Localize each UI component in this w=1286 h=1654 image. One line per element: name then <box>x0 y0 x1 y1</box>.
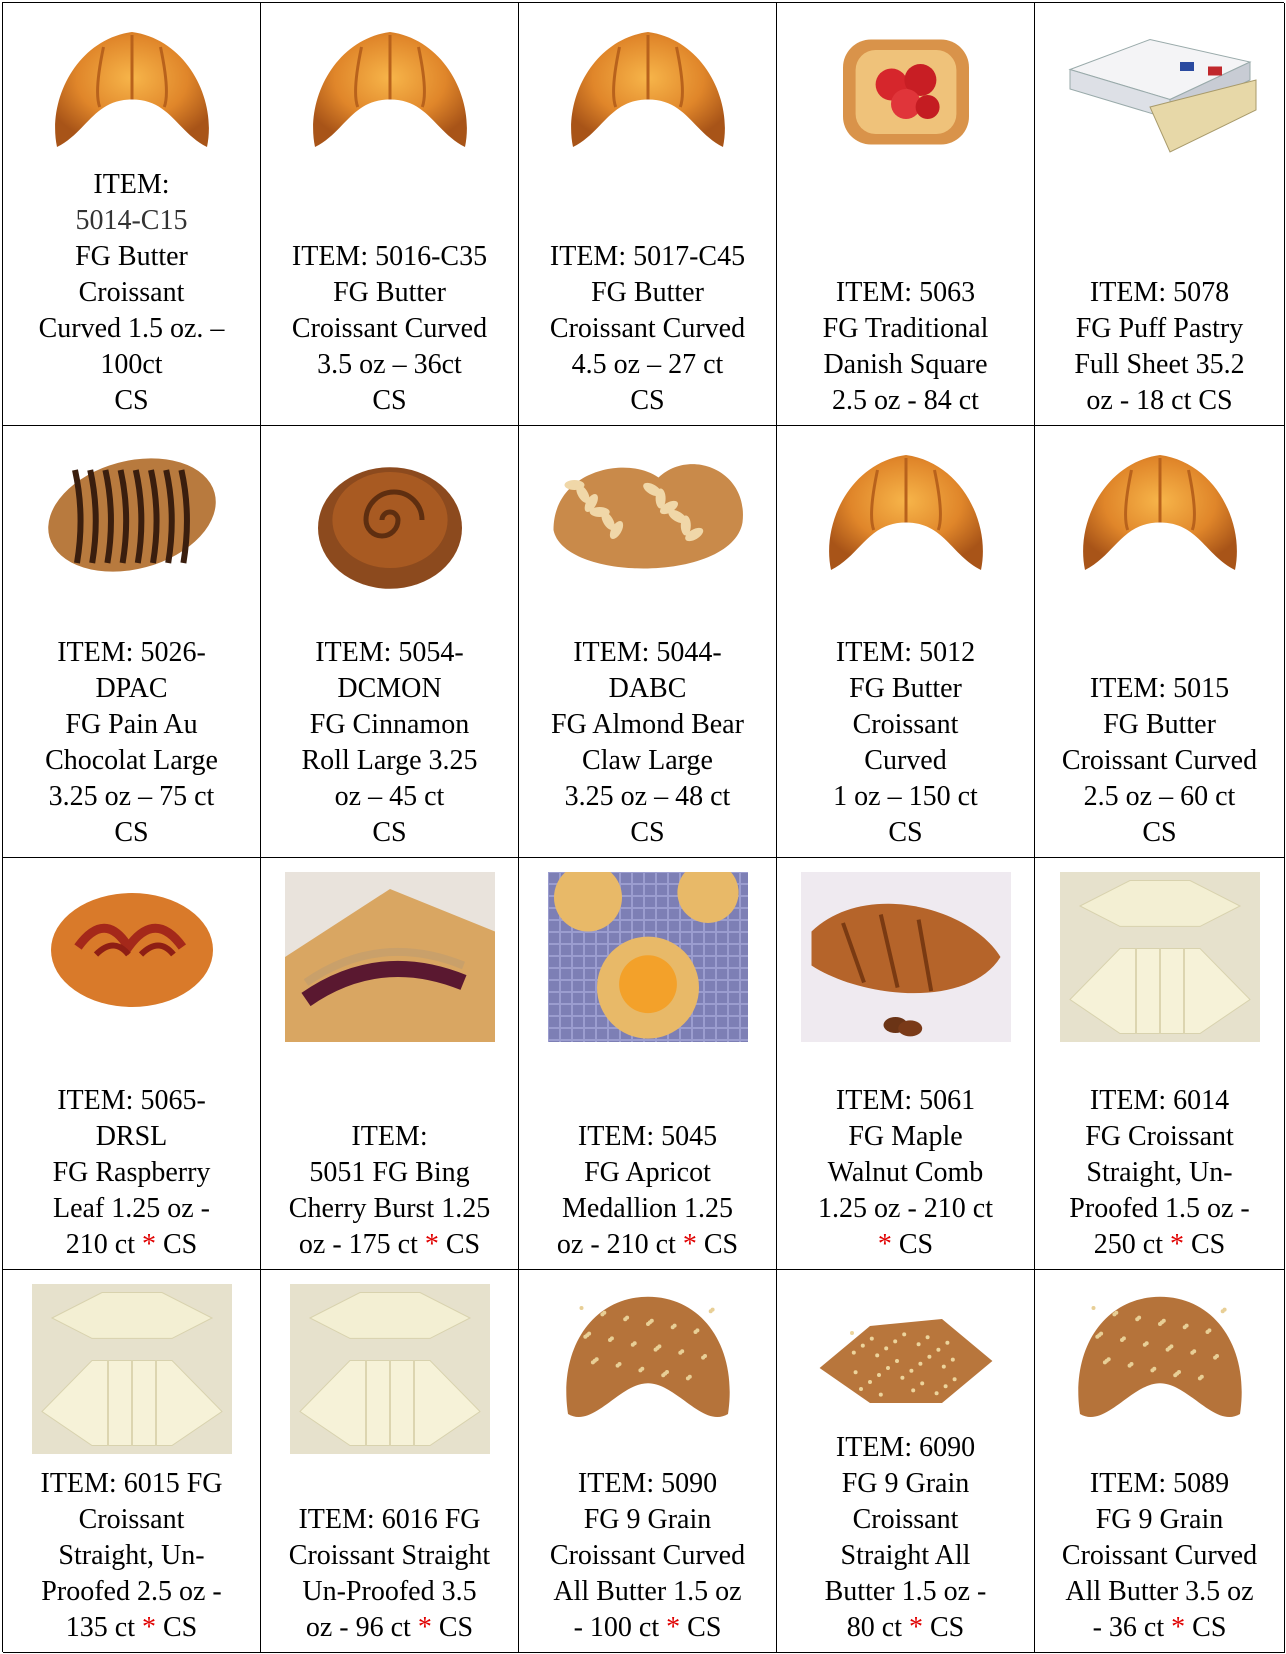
product-description <box>39 635 224 851</box>
line-text: FG Apricot <box>584 1157 711 1188</box>
croissant-curved-image <box>37 17 227 167</box>
product-detail-line <box>45 779 218 815</box>
raspberry-leaf-image <box>42 872 222 1022</box>
product-detail-line <box>1074 347 1244 383</box>
item-number <box>825 1430 987 1466</box>
product-detail-line <box>833 779 978 815</box>
product-cell <box>777 426 1035 858</box>
product-cell <box>519 426 777 858</box>
asterisk-marker: * <box>901 1612 923 1643</box>
line-text: FG Croissant <box>1085 1121 1234 1152</box>
line-text: All Butter 1.5 oz <box>553 1576 742 1607</box>
product-cell <box>261 1270 519 1653</box>
line-text: FG Cinnamon <box>309 709 470 740</box>
product-detail-line <box>39 239 225 275</box>
line-text: oz - 210 ct <box>556 1229 676 1260</box>
product-detail-line <box>1062 1502 1257 1538</box>
product-description <box>545 635 750 851</box>
line-text: DRSL <box>95 1121 168 1152</box>
line-text: ITEM: 5078 <box>1089 277 1230 308</box>
line-text: 210 ct <box>65 1229 135 1260</box>
product-cell <box>261 426 519 858</box>
product-detail-line <box>825 1466 987 1502</box>
line-text: 3.25 oz – 75 ct <box>48 781 215 812</box>
product-detail-line <box>301 707 477 743</box>
line-text: Leaf 1.25 oz - <box>52 1193 211 1224</box>
line-text: ITEM: 5017-C45 <box>549 241 746 272</box>
product-detail-line <box>833 815 978 851</box>
asterisk-marker: * <box>877 1229 892 1260</box>
product-detail-line <box>550 1538 745 1574</box>
product-detail-line <box>301 779 477 815</box>
unit-label: CS <box>922 1612 965 1643</box>
line-text: oz - 175 ct <box>298 1229 418 1260</box>
line-text: Butter 1.5 oz - <box>824 1576 987 1607</box>
product-detail-line <box>550 1610 745 1646</box>
danish-square-image <box>816 17 996 167</box>
product-detail-line <box>833 707 978 743</box>
product-cell <box>519 858 777 1270</box>
item-number <box>53 1083 211 1119</box>
line-text: FG Traditional <box>822 313 989 344</box>
product-detail-line <box>551 671 744 707</box>
product-detail-line <box>53 1119 211 1155</box>
line-text: Proofed 1.5 oz - <box>1069 1193 1250 1224</box>
product-description <box>1056 671 1263 851</box>
product-description <box>1068 275 1250 419</box>
line-text: Medallion 1.25 <box>561 1193 734 1224</box>
line-text: ITEM: 5045 <box>577 1121 718 1152</box>
product-detail-line <box>551 779 744 815</box>
line-text: Croissant Curved <box>1061 745 1258 776</box>
pain-au-chocolat-image <box>37 440 227 590</box>
product-cell <box>1035 858 1285 1270</box>
line-text: DABC <box>608 673 687 704</box>
line-text: 5051 FG Bing <box>309 1157 470 1188</box>
line-text: Croissant <box>78 277 185 308</box>
line-text: Curved <box>864 745 947 776</box>
product-detail-line <box>1062 707 1257 743</box>
line-text: Un-Proofed 3.5 <box>302 1576 477 1607</box>
line-text: FG Butter <box>591 277 704 308</box>
product-cell <box>777 858 1035 1270</box>
line-text: FG Butter <box>333 277 446 308</box>
item-number <box>557 1119 738 1155</box>
product-cell <box>3 426 261 858</box>
croissant-curved-image <box>811 440 1001 590</box>
line-text: CS <box>372 817 407 848</box>
line-text: 3.25 oz – 48 ct <box>564 781 731 812</box>
product-detail-line <box>41 1610 223 1646</box>
line-text: Walnut Comb <box>827 1157 984 1188</box>
product-detail-line <box>41 1574 223 1610</box>
product-detail-line <box>39 275 225 311</box>
item-number <box>39 167 225 203</box>
product-detail-line <box>39 203 225 239</box>
product-description <box>817 275 995 419</box>
line-text: Croissant Curved <box>549 1540 746 1571</box>
line-text: Proofed 2.5 oz - <box>41 1576 222 1607</box>
asterisk-marker: * <box>410 1612 432 1643</box>
product-detail-line <box>825 1502 987 1538</box>
item-number <box>550 239 745 275</box>
line-text: Roll Large 3.25 <box>301 745 478 776</box>
line-text: ITEM: 5054- <box>315 637 464 668</box>
product-detail-line <box>1069 1119 1249 1155</box>
line-text: FG Maple <box>848 1121 963 1152</box>
croissant-curved-image <box>553 17 743 167</box>
product-description <box>551 1119 744 1263</box>
line-text: Croissant <box>78 1504 185 1535</box>
line-text: 250 ct <box>1093 1229 1163 1260</box>
product-detail-line <box>818 1191 993 1227</box>
line-text: ITEM: 6090 <box>835 1432 976 1463</box>
product-description <box>295 635 483 851</box>
line-text: ITEM: 5090 <box>577 1468 718 1499</box>
product-detail-line <box>550 1502 745 1538</box>
product-detail-line <box>823 383 989 419</box>
product-detail-line <box>45 743 218 779</box>
product-detail-line <box>1062 743 1257 779</box>
line-text: CS <box>630 385 665 416</box>
asterisk-marker: * <box>134 1229 156 1260</box>
item-number <box>550 1466 745 1502</box>
item-number <box>289 1502 490 1538</box>
product-description <box>819 1430 993 1646</box>
product-detail-line <box>1062 1574 1257 1610</box>
maple-walnut-comb-image <box>801 872 1011 1042</box>
product-detail-line <box>292 383 487 419</box>
unit-label: CS <box>1185 1612 1227 1643</box>
line-text: ITEM: 6015 FG <box>40 1468 223 1499</box>
line-text: FG 9 Grain <box>841 1468 970 1499</box>
line-text: FG 9 Grain <box>1095 1504 1224 1535</box>
line-text: CS <box>888 817 923 848</box>
product-detail-line <box>551 707 744 743</box>
product-cell <box>519 3 777 426</box>
product-detail-line <box>41 1502 223 1538</box>
line-text: oz – 45 ct <box>334 781 445 812</box>
product-description <box>286 239 493 419</box>
product-detail-line <box>1062 1610 1257 1646</box>
asterisk-marker: * <box>1164 1612 1186 1643</box>
line-text: Croissant Straight <box>288 1540 491 1571</box>
line-text: Croissant Curved <box>1061 1540 1258 1571</box>
product-detail-line <box>557 1227 738 1263</box>
product-detail-line <box>551 743 744 779</box>
unit-label: CS <box>891 1229 934 1260</box>
item-number <box>1069 1083 1249 1119</box>
product-description <box>47 1083 217 1263</box>
product-description <box>827 635 984 851</box>
product-cell <box>777 3 1035 426</box>
asterisk-marker: * <box>1162 1229 1184 1260</box>
line-text: ITEM: 5089 <box>1089 1468 1230 1499</box>
nine-grain-croissant-image <box>1065 1284 1255 1444</box>
product-detail-line <box>1062 779 1257 815</box>
line-text: Croissant Curved <box>291 313 488 344</box>
line-text: 1 oz – 150 ct <box>833 781 978 812</box>
item-number <box>45 635 218 671</box>
line-text: CS <box>1142 817 1177 848</box>
line-text: ITEM: 6016 FG <box>298 1504 481 1535</box>
item-number <box>1062 671 1257 707</box>
item-number <box>1074 275 1244 311</box>
line-text: Chocolat Large <box>45 745 218 776</box>
line-text: ITEM: 6014 <box>1089 1085 1230 1116</box>
product-detail-line <box>833 743 978 779</box>
item-number <box>301 635 477 671</box>
unit-label: CS <box>680 1612 722 1643</box>
product-cell <box>3 858 261 1270</box>
product-detail-line <box>292 275 487 311</box>
unit-label: CS <box>155 1612 198 1643</box>
product-detail-line <box>1062 1538 1257 1574</box>
line-text: oz - 18 ct CS <box>1086 385 1233 416</box>
nine-grain-straight-image <box>816 1284 996 1424</box>
asterisk-marker: * <box>675 1229 697 1260</box>
cherry-burst-image <box>285 872 495 1042</box>
product-detail-line <box>53 1227 211 1263</box>
line-text: Croissant <box>852 709 959 740</box>
line-text: DPAC <box>95 673 168 704</box>
product-detail-line <box>45 671 218 707</box>
asterisk-marker: * <box>417 1229 439 1260</box>
product-detail-line <box>550 311 745 347</box>
product-cell <box>3 3 261 426</box>
line-text: FG Pain Au <box>65 709 198 740</box>
item-number <box>551 635 744 671</box>
line-text: ITEM: <box>93 169 170 200</box>
line-text: 100ct <box>100 349 163 380</box>
line-text: Straight, Un- <box>1086 1157 1233 1188</box>
line-text: 4.5 oz – 27 ct <box>571 349 724 380</box>
line-text: Danish Square <box>823 349 988 380</box>
product-detail-line <box>557 1155 738 1191</box>
unit-label: CS <box>155 1229 198 1260</box>
item-number <box>41 1466 223 1502</box>
product-description <box>812 1083 999 1263</box>
line-text: ITEM: <box>351 1121 428 1152</box>
cinnamon-roll-image <box>300 440 480 600</box>
product-detail-line <box>1069 1155 1249 1191</box>
product-description <box>1063 1083 1255 1263</box>
line-text: 2.5 oz - 84 ct <box>832 385 979 416</box>
product-detail-line <box>823 311 989 347</box>
product-detail-line <box>301 815 477 851</box>
line-text: ITEM: 5026- <box>57 637 206 668</box>
line-text: ITEM: 5061 <box>835 1085 976 1116</box>
product-detail-line <box>292 311 487 347</box>
product-detail-line <box>289 1155 490 1191</box>
product-cell <box>1035 1270 1285 1653</box>
almond-bear-claw-image <box>543 440 753 590</box>
nine-grain-croissant-image <box>553 1284 743 1444</box>
line-text: ITEM: 5016-C35 <box>291 241 488 272</box>
product-detail-line <box>1069 1191 1249 1227</box>
line-text: Full Sheet 35.2 <box>1074 349 1245 380</box>
line-text: CS <box>114 817 149 848</box>
line-text: FG Raspberry <box>52 1157 211 1188</box>
product-detail-line <box>1062 815 1257 851</box>
line-text: - 36 ct <box>1092 1612 1165 1643</box>
product-detail-line <box>289 1227 490 1263</box>
product-cell <box>1035 3 1285 426</box>
puff-pastry-box-image <box>1060 17 1260 167</box>
product-detail-line <box>39 347 225 383</box>
apricot-medallion-image <box>548 872 748 1042</box>
product-detail-line <box>550 275 745 311</box>
line-text: DCMON <box>337 673 442 704</box>
product-detail-line <box>41 1538 223 1574</box>
product-detail-line <box>1069 1227 1249 1263</box>
line-text: CS <box>372 385 407 416</box>
line-text: ITEM: 5012 <box>835 637 976 668</box>
unit-label: CS <box>431 1612 474 1643</box>
line-text: 80 ct <box>846 1612 902 1643</box>
product-grid <box>2 2 1284 1652</box>
product-description <box>1056 1466 1263 1646</box>
croissant-curved-image <box>295 17 485 167</box>
item-number <box>289 1119 490 1155</box>
product-description <box>544 239 751 419</box>
product-detail-line <box>53 1191 211 1227</box>
product-detail-line <box>551 815 744 851</box>
line-text: FG Almond Bear <box>551 709 744 740</box>
line-text: FG Butter <box>75 241 188 272</box>
product-cell <box>519 1270 777 1653</box>
croissant-curved-image <box>1065 440 1255 590</box>
line-text: 135 ct <box>65 1612 135 1643</box>
line-text: oz - 96 ct <box>305 1612 411 1643</box>
line-text: ITEM: 5065- <box>57 1085 206 1116</box>
line-text: ITEM: 5044- <box>573 637 722 668</box>
product-detail-line <box>289 1610 490 1646</box>
product-detail-line <box>301 671 477 707</box>
item-number <box>823 275 989 311</box>
line-text: - 100 ct <box>573 1612 660 1643</box>
product-detail-line <box>818 1119 993 1155</box>
product-description <box>283 1119 496 1263</box>
product-detail-line <box>1074 383 1244 419</box>
product-detail-line <box>53 1155 211 1191</box>
product-detail-line <box>550 347 745 383</box>
line-text: CS <box>114 385 149 416</box>
product-description <box>35 1466 229 1646</box>
line-text: FG Butter <box>849 673 962 704</box>
product-detail-line <box>550 1574 745 1610</box>
line-text: FG Butter <box>1103 709 1216 740</box>
asterisk-marker: * <box>134 1612 156 1643</box>
line-text: Curved 1.5 oz. – <box>38 313 225 344</box>
product-detail-line <box>289 1191 490 1227</box>
item-number <box>1062 1466 1257 1502</box>
product-detail-line <box>825 1610 987 1646</box>
line-text: Straight, Un- <box>58 1540 205 1571</box>
line-text: CS <box>630 817 665 848</box>
product-detail-line <box>301 743 477 779</box>
product-detail-line <box>1074 311 1244 347</box>
unit-label: CS <box>696 1229 739 1260</box>
product-detail-line <box>825 1538 987 1574</box>
product-detail-line <box>45 707 218 743</box>
product-detail-line <box>289 1574 490 1610</box>
product-description <box>283 1502 496 1646</box>
line-text: Croissant Curved <box>549 313 746 344</box>
item-number <box>818 1083 993 1119</box>
line-text: 5014-C15 <box>75 205 188 236</box>
product-cell <box>261 858 519 1270</box>
product-detail-line <box>45 815 218 851</box>
product-description <box>33 167 231 419</box>
product-detail-line <box>39 311 225 347</box>
line-text: All Butter 3.5 oz <box>1065 1576 1254 1607</box>
unit-label: CS <box>1183 1229 1226 1260</box>
product-detail-line <box>833 671 978 707</box>
unproofed-croissant-image <box>1060 872 1260 1042</box>
line-text: Straight All <box>840 1540 971 1571</box>
item-number <box>292 239 487 275</box>
product-detail-line <box>557 1191 738 1227</box>
product-detail-line <box>823 347 989 383</box>
product-detail-line <box>825 1574 987 1610</box>
product-detail-line <box>39 383 225 419</box>
line-text: 1.25 oz - 210 ct <box>818 1193 993 1224</box>
unproofed-croissant-image <box>290 1284 490 1454</box>
unit-label: CS <box>438 1229 481 1260</box>
line-text: 3.5 oz – 36ct <box>317 349 462 380</box>
product-cell <box>777 1270 1035 1653</box>
line-text: ITEM: 5063 <box>835 277 976 308</box>
product-detail-line <box>550 383 745 419</box>
product-cell <box>3 1270 261 1653</box>
unproofed-croissant-image <box>32 1284 232 1454</box>
product-detail-line <box>818 1155 993 1191</box>
product-detail-line <box>292 347 487 383</box>
line-text: ITEM: 5015 <box>1089 673 1230 704</box>
product-detail-line <box>289 1538 490 1574</box>
line-text: Cherry Burst 1.25 <box>288 1193 491 1224</box>
asterisk-marker: * <box>659 1612 681 1643</box>
line-text: 2.5 oz – 60 ct <box>1083 781 1236 812</box>
product-cell <box>261 3 519 426</box>
line-text: FG 9 Grain <box>583 1504 712 1535</box>
item-number <box>833 635 978 671</box>
line-text: Croissant <box>852 1504 959 1535</box>
line-text: FG Puff Pastry <box>1075 313 1244 344</box>
line-text: Claw Large <box>582 745 713 776</box>
product-description <box>544 1466 751 1646</box>
product-cell <box>1035 426 1285 858</box>
product-detail-line <box>818 1227 993 1263</box>
